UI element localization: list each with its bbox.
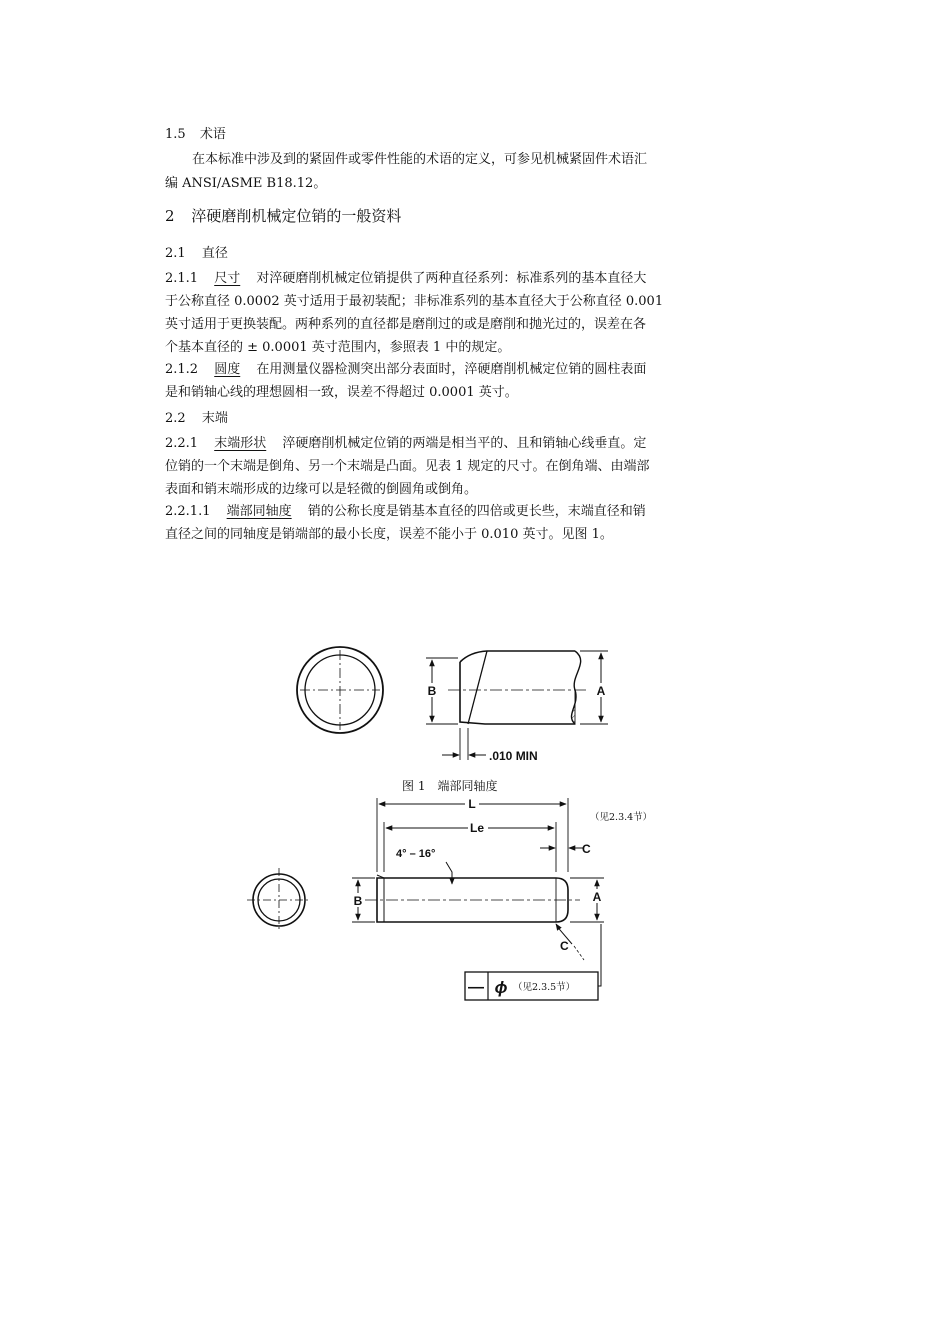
paragraph-text: 在用测量仪器检测突出部分表面时，淬硬磨削机械定位销的圆柱表面: [256, 362, 647, 377]
dimension-le-label: Le: [469, 821, 485, 835]
paragraph-line: 直径之间的同轴度是销端部的最小长度，误差不能小于 0.010 英寸。见图 1。: [165, 527, 613, 542]
section-number: 2.1.2: [165, 362, 199, 377]
section-number: 2: [165, 207, 175, 225]
section-number: 2.2.1.1: [165, 504, 211, 519]
dimension-b-label: B: [353, 894, 363, 908]
paragraph-line: 英寸适用于更换装配。两种系列的直径都是磨削过的或是磨削和抛光过的，误差在各: [165, 317, 647, 332]
dimension-c-bottom-label: C: [560, 939, 569, 953]
dimension-b-label: B: [427, 684, 437, 698]
paragraph-line: 位销的一个末端是倒角、另一个末端是凸面。见表 1 规定的尺寸。在倒角端、由端部: [165, 459, 650, 474]
diameter-symbol: ϕ: [494, 978, 508, 997]
section-number: 2.2: [165, 411, 186, 426]
section-number: 2.1: [165, 246, 186, 261]
paragraph-line: 是和销轴心线的理想圆相一致，误差不得超过 0.0001 英寸。: [165, 385, 518, 400]
section-title: 淬硬磨削机械定位销的一般资料: [191, 207, 402, 225]
paragraph-line: 编 ANSI/ASME B18.12。: [165, 176, 327, 191]
paragraph-text: 对淬硬磨削机械定位销提供了两种直径系列：标准系列的基本直径大: [256, 271, 647, 286]
pin-side-view-upper-outline: [460, 651, 575, 662]
paragraph-line: 表面和销末端形成的边缘可以是轻微的倒圆角或倒角。: [165, 482, 478, 497]
dimension-a-label: A: [596, 684, 606, 698]
figure-1-drawing: [297, 647, 608, 760]
reference-2-3-4: （见2.3.4节）: [590, 812, 653, 823]
section-number: 1.5: [165, 127, 186, 142]
section-title: 端部同轴度: [226, 504, 292, 519]
section-title: 术语: [199, 127, 226, 142]
section-title: 尺寸: [214, 271, 241, 286]
dimension-c-top-label: C: [582, 842, 591, 856]
chamfer-edge-line: [468, 651, 487, 724]
figure-1-caption: 图 1 端部同轴度: [402, 779, 498, 793]
section-title: 末端: [201, 411, 228, 426]
dimension-a-label: A: [592, 890, 602, 904]
reference-2-3-5: （见2.3.5节）: [513, 982, 576, 993]
figure-2-drawing: [247, 798, 604, 1000]
figure-2-labels: [351, 795, 652, 997]
section-number: 2.1.1: [165, 271, 199, 286]
chamfer-angle-label: 4° – 16°: [396, 848, 436, 860]
paragraph-line: 个基本直径的 ± 0.0001 英寸范围内，参照表 1 中的规定。: [165, 340, 511, 355]
angle-leader: [446, 862, 452, 884]
section-title: 末端形状: [214, 436, 267, 451]
section-title: 圆度: [214, 362, 241, 377]
paragraph-text: 销的公称长度是销基本直径的四倍或更长些，末端直径和销: [307, 504, 646, 519]
pin-side-view-lower-outline: [460, 662, 575, 724]
dimension-l-label: L: [468, 797, 476, 811]
break-section-hatch: [571, 690, 576, 724]
figure-1-labels: [402, 683, 608, 793]
paragraph-line: 在本标准中涉及到的紧固件或零件性能的术语的定义，可参见机械紧固件术语汇: [192, 152, 648, 167]
section-number: 2.2.1: [165, 436, 199, 451]
paragraph-text: 淬硬磨削机械定位销的两端是相当平的、且和销轴心线垂直。定: [282, 436, 647, 451]
chamfer-leader-dashed: [574, 946, 584, 960]
dimension-min-label: .010 MIN: [489, 749, 538, 763]
paragraph-line: 于公称直径 0.0002 英寸适用于最初装配；非标准系列的基本直径大于公称直径 0.001: [165, 294, 664, 309]
straightness-symbol: —: [468, 979, 484, 996]
section-title: 直径: [201, 246, 228, 261]
